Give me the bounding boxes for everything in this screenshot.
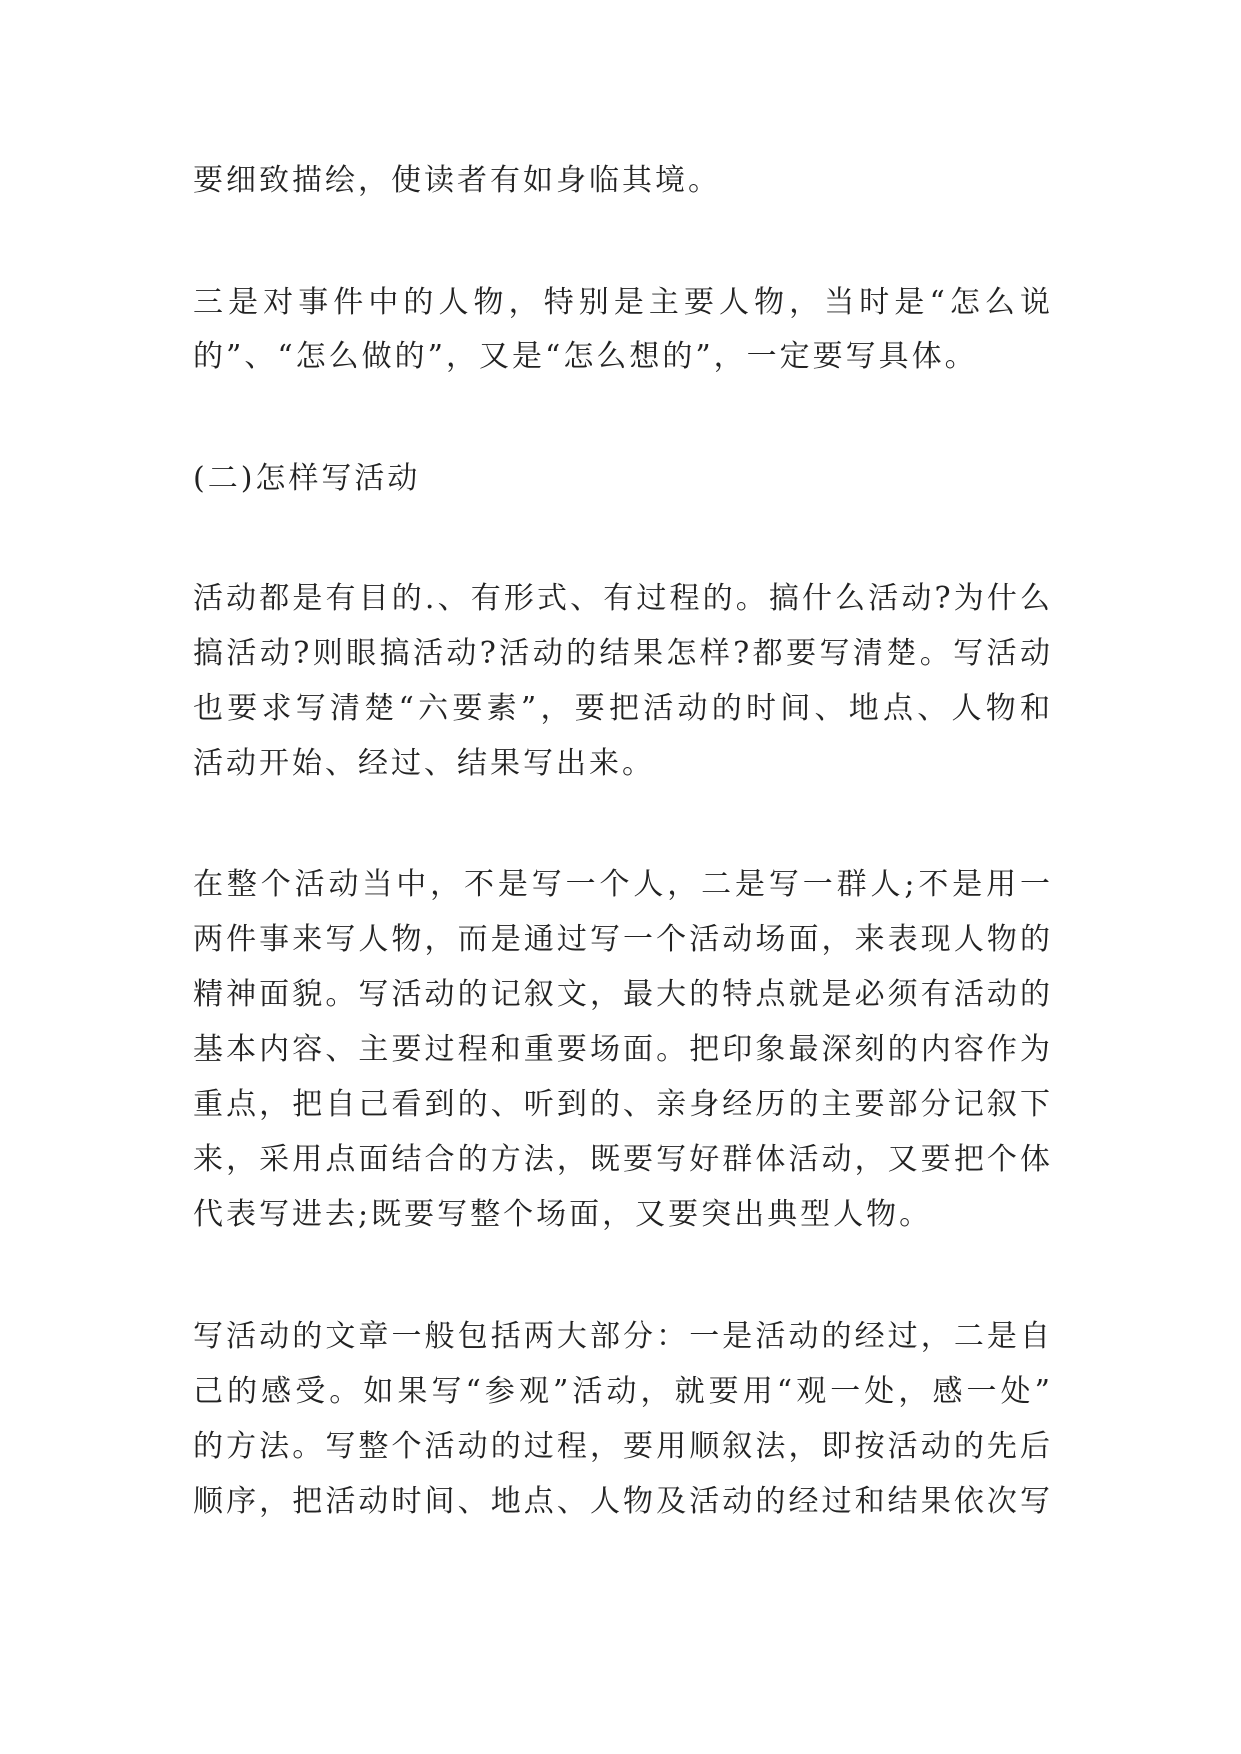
text-line: 基本内容、主要过程和重要场面。把印象最深刻的内容作为 [193,1032,1053,1067]
text-line: 的”、“怎么做的”，又是“怎么想的”，一定要写具体。 [193,339,978,374]
text-line: 写活动的文章一般包括两大部分：一是活动的经过，二是自 [193,1319,1053,1354]
text-line: 搞活动?则眼搞活动?活动的结果怎样?都要写清楚。写活动 [193,636,1053,671]
text-line: 己的感受。如果写“参观”活动，就要用“观一处，感一处” [193,1374,1053,1409]
section-heading: (二)怎样写活动 [193,461,421,496]
text-line: 顺序，把活动时间、地点、人物及活动的经过和结果依次写 [193,1484,1053,1519]
text-line: 活动都是有目的.、有形式、有过程的。搞什么活动?为什么 [193,581,1053,616]
text-line: 也要求写清楚“六要素”，要把活动的时间、地点、人物和 [193,691,1053,726]
text-line: 的方法。写整个活动的过程，要用顺叙法，即按活动的先后 [193,1429,1053,1464]
text-line: 代表写进去;既要写整个场面，又要突出典型人物。 [193,1197,933,1232]
text-line: 活动开始、经过、结果写出来。 [193,746,655,781]
text-line: 三是对事件中的人物，特别是主要人物，当时是“怎么说 [193,285,1053,320]
text-line: 来，采用点面结合的方法，既要写好群体活动，又要把个体 [193,1142,1053,1177]
text-line: 精神面貌。写活动的记叙文，最大的特点就是必须有活动的 [193,977,1053,1012]
text-line: 两件事来写人物，而是通过写一个活动场面，来表现人物的 [193,922,1053,957]
text-line: 要细致描绘，使读者有如身临其境。 [193,163,721,198]
text-line: 重点，把自己看到的、听到的、亲身经历的主要部分记叙下 [193,1087,1053,1122]
text-line: 在整个活动当中，不是写一个人，二是写一群人;不是用一 [193,867,1053,902]
